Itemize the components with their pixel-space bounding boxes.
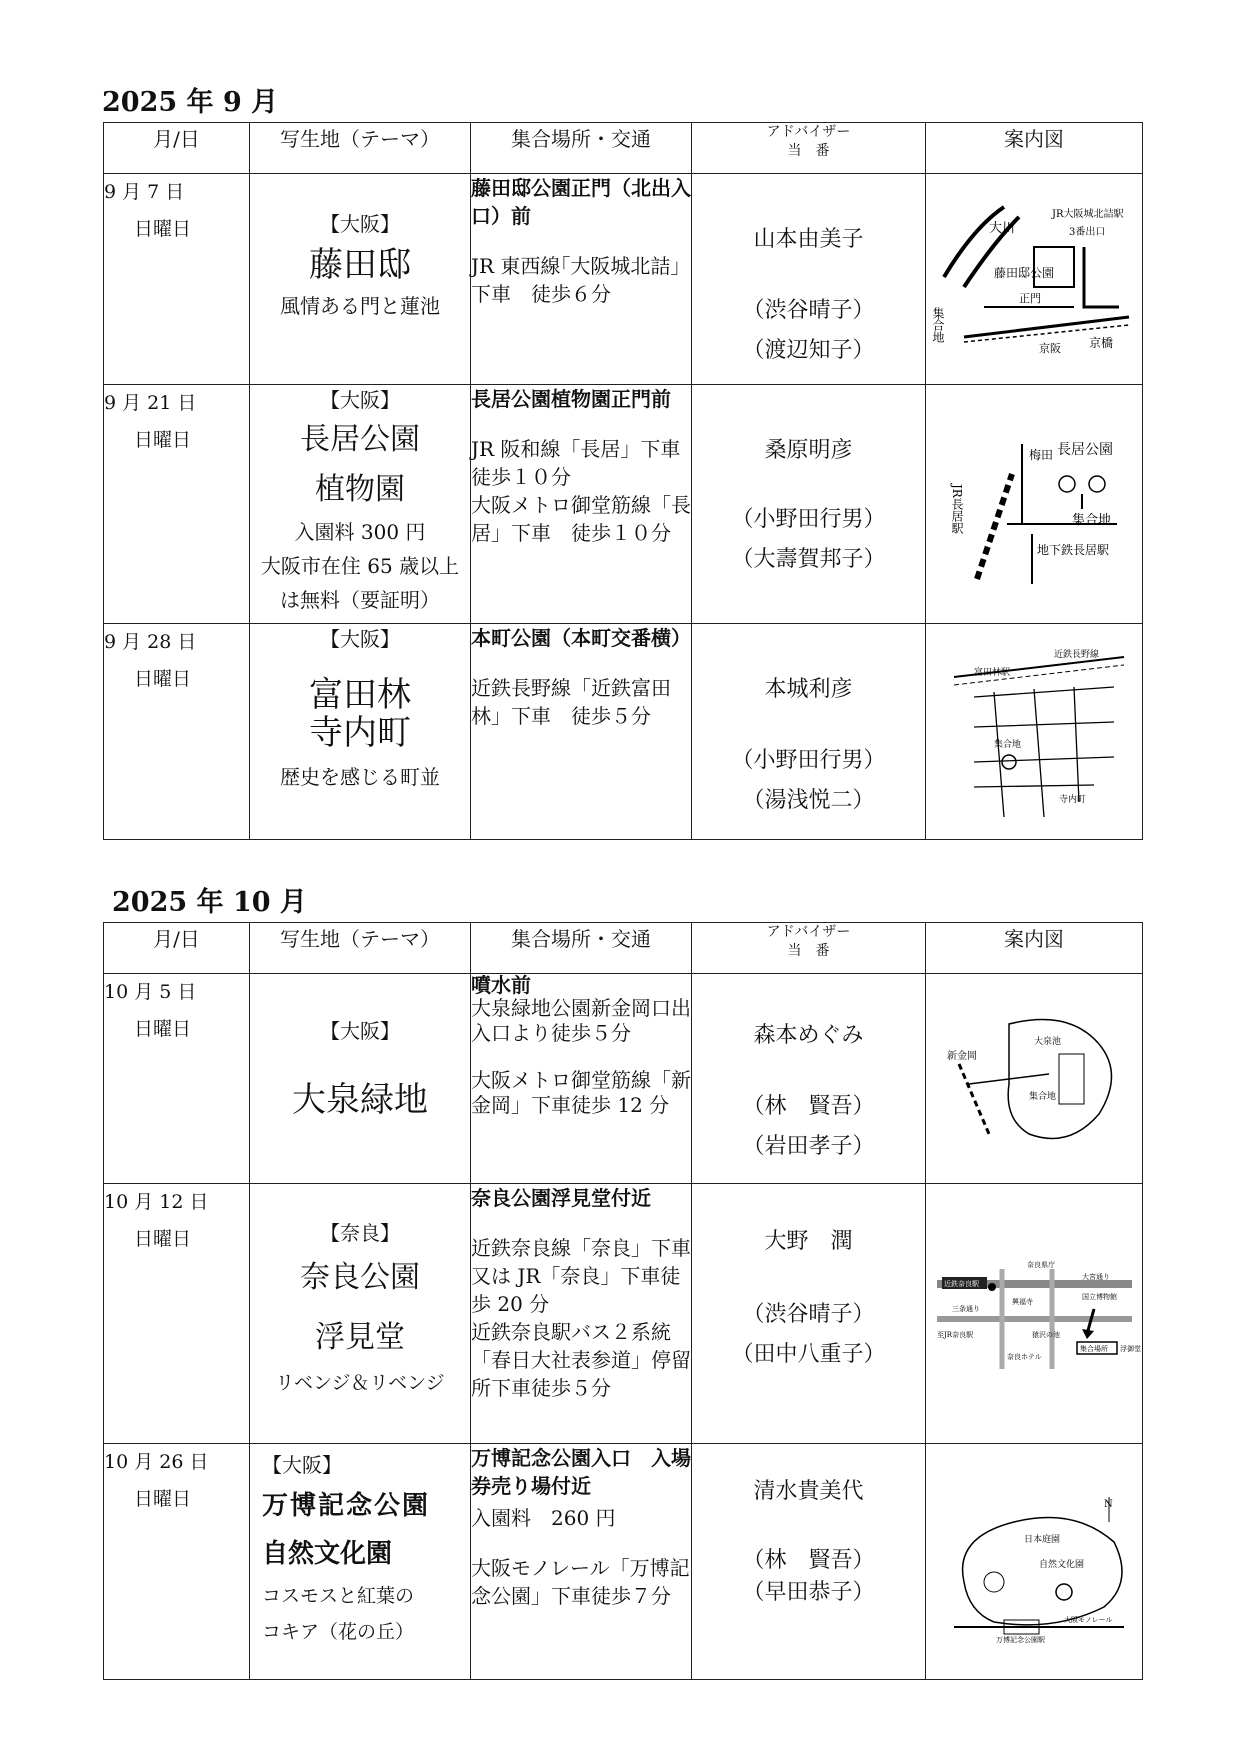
meet-cell: 奈良公園浮見堂付近 近鉄奈良線「奈良」下車又は JR「奈良」下車徒歩 20 分 近鉄奈良駅バス２系統「春日大社表参道」停留所下車徒歩５分: [471, 1184, 692, 1444]
svg-text:集合地: 集合地: [994, 739, 1022, 750]
svg-text:奈良ホテル: 奈良ホテル: [1006, 1352, 1042, 1361]
header-date: 月/日: [104, 123, 250, 174]
header-spot: 写生地（テーマ）: [250, 923, 471, 974]
meet-cell: 藤田邸公園正門（北出入口）前 JR 東西線｢大阪城北詰｣下車 徒歩６分: [471, 174, 692, 385]
schedule-table-september: [103, 122, 1143, 840]
header-advisor: アドバイザー 当 番: [692, 923, 926, 974]
meet-cell: 本町公園（本町交番横） 近鉄長野線「近鉄富田林」下車 徒歩５分: [471, 624, 692, 840]
map-cell: [926, 974, 1143, 1184]
date-cell: 10 月 26 日 日曜日: [104, 1444, 250, 1680]
svg-text:大泉池: 大泉池: [1034, 1036, 1062, 1047]
advisor-cell: 山本由美子 （渋谷晴子） （渡辺知子）: [692, 174, 926, 385]
svg-text:大宮通り: 大宮通り: [1081, 1272, 1110, 1281]
svg-text:万博記念公園駅: 万博記念公園駅: [996, 1635, 1045, 1644]
guide-map-nagai: [937, 414, 1132, 594]
advisor-cell: 清水貴美代 （林 賢吾） （早田恭子）: [692, 1444, 926, 1680]
svg-text:長居公園: 長居公園: [1056, 442, 1113, 458]
guide-map-nara: [932, 1249, 1141, 1379]
svg-text:3番出口: 3番出口: [1069, 226, 1106, 238]
spot-name: 藤田邸: [309, 245, 411, 285]
date-cell: 10 月 5 日 日曜日: [104, 974, 250, 1184]
svg-text:近鉄奈良駅: 近鉄奈良駅: [943, 1279, 979, 1288]
spot-cell: [250, 385, 471, 624]
table-row: [104, 1444, 1143, 1680]
header-map: 案内図: [926, 123, 1143, 174]
meet-cell: 噴水前 大泉緑地公園新金岡口出入口より徒歩５分 大阪メトロ御堂筋線「新金岡」下車徒歩 12 分: [471, 974, 692, 1184]
spot-note: コスモスと紅葉の: [262, 1585, 415, 1607]
header-map: 案内図: [926, 923, 1143, 974]
map-cell: [926, 385, 1143, 624]
header-meet: 集合場所・交通: [471, 123, 692, 174]
svg-text:正門: 正門: [1019, 291, 1041, 305]
advisor-cell: 大野 潤 （渋谷晴子） （田中八重子）: [692, 1184, 926, 1444]
region-label: 【大阪】: [320, 1019, 400, 1043]
svg-text:奈良県庁: 奈良県庁: [1026, 1260, 1055, 1269]
advisor-cell: 本城利彦 （小野田行男） （湯浅悦二）: [692, 624, 926, 840]
spot-note: 歴史を感じる町並: [280, 765, 440, 789]
header-advisor: アドバイザー 当 番: [692, 123, 926, 174]
spot-name-2: 自然文化園: [262, 1539, 393, 1569]
spot-cell: [250, 1444, 471, 1680]
guide-map-oizumi: [939, 1004, 1129, 1154]
svg-text:興福寺: 興福寺: [1011, 1297, 1033, 1306]
spot-cell: [250, 174, 471, 385]
header-meet: 集合場所・交通: [471, 923, 692, 974]
spot-name: 大泉緑地: [292, 1080, 428, 1120]
table-header-row: [104, 923, 1143, 974]
svg-text:集合場所: 集合場所: [1079, 1344, 1108, 1353]
date-cell: 9 月 7 日 日曜日: [104, 174, 250, 385]
svg-text:三条通り: 三条通り: [951, 1304, 980, 1313]
spot-name: 万博記念公園: [262, 1491, 431, 1521]
spot-name: 奈良公園: [300, 1260, 420, 1295]
table-row: [104, 624, 1143, 840]
svg-text:集合地: 集合地: [1029, 1091, 1057, 1102]
svg-text:寺内町: 寺内町: [1059, 794, 1087, 805]
svg-text:地下鉄長居駅: 地下鉄長居駅: [1036, 543, 1109, 557]
svg-text:京橋: 京橋: [1089, 335, 1114, 350]
region-label: 【大阪】: [320, 627, 400, 651]
region-label: 【大阪】: [320, 388, 400, 412]
table-row: [104, 1184, 1143, 1444]
spot-cell: [250, 624, 471, 840]
svg-text:集合地: 集合地: [931, 306, 945, 343]
guide-map-fujita: [931, 187, 1134, 372]
svg-text:近鉄長野線: 近鉄長野線: [1054, 649, 1100, 660]
svg-text:N: N: [1104, 1498, 1113, 1510]
svg-text:大阪モノレール: 大阪モノレール: [1064, 1615, 1113, 1624]
svg-text:至JR奈良駅: 至JR奈良駅: [936, 1330, 973, 1339]
map-cell: [926, 174, 1143, 385]
guide-map-banpaku: [934, 1482, 1134, 1642]
svg-text:猿沢の池: 猿沢の池: [1031, 1330, 1060, 1339]
spot-name-2: 浮見堂: [315, 1320, 405, 1355]
meet-cell: 長居公園植物園正門前 JR 阪和線「長居」下車徒歩１０分 大阪メトロ御堂筋線「長居」下車 徒歩１０分: [471, 385, 692, 624]
map-cell: [926, 1184, 1143, 1444]
date-cell: 10 月 12 日 日曜日: [104, 1184, 250, 1444]
section-title-september: 2025 年 9 月: [102, 87, 279, 118]
svg-text:自然文化園: 自然文化園: [1039, 1559, 1085, 1570]
table-row: [104, 974, 1143, 1184]
region-label: 【奈良】: [320, 1221, 400, 1245]
header-date: 月/日: [104, 923, 250, 974]
spot-name-2: 植物園: [315, 472, 405, 507]
advisor-cell: 桑原明彦 （小野田行男） （大壽賀邦子）: [692, 385, 926, 624]
meet-cell: 万博記念公園入口 入場券売り場付近 入園料 260 円 大阪モノレール「万博記念公園」下車徒歩７分: [471, 1444, 692, 1680]
spot-name-2: 寺内町: [309, 713, 411, 753]
svg-text:JR長居駅: JR長居駅: [949, 484, 964, 534]
advisor-cell: 森本めぐみ （林 賢吾） （岩田孝子）: [692, 974, 926, 1184]
section-title-october: 2025 年 10 月: [112, 887, 307, 918]
spot-note: 風情ある門と蓮池: [280, 294, 440, 318]
table-row: [104, 174, 1143, 385]
spot-note: 入園料 300 円: [294, 520, 426, 544]
svg-text:国立博物館: 国立博物館: [1081, 1292, 1117, 1301]
region-label: 【大阪】: [320, 212, 400, 236]
svg-text:京阪: 京阪: [1039, 341, 1061, 355]
region-label: 【大阪】: [262, 1453, 342, 1477]
svg-text:浮御堂: 浮御堂: [1119, 1344, 1141, 1353]
map-cell: [926, 624, 1143, 840]
spot-cell: [250, 1184, 471, 1444]
svg-text:藤田邸公園: 藤田邸公園: [994, 265, 1055, 280]
map-cell: [926, 1444, 1143, 1680]
spot-note-2: コキア（花の丘）: [262, 1621, 415, 1643]
table-row: [104, 385, 1143, 624]
guide-map-tondabayashi: [934, 637, 1134, 827]
date-cell: 9 月 21 日 日曜日: [104, 385, 250, 624]
svg-text:日本庭園: 日本庭園: [1024, 1534, 1061, 1545]
date-cell: 9 月 28 日 日曜日: [104, 624, 250, 840]
spot-note: リベンジ＆リベンジ: [275, 1372, 445, 1394]
spot-name: 富田林: [309, 675, 411, 715]
svg-text:JR大阪城北詰駅: JR大阪城北詰駅: [1052, 208, 1124, 220]
svg-text:新金岡: 新金岡: [947, 1050, 977, 1062]
svg-text:集合地: 集合地: [1071, 513, 1111, 528]
header-spot: 写生地（テーマ）: [250, 123, 471, 174]
svg-text:富田林駅: 富田林駅: [974, 667, 1011, 678]
table-header-row: [104, 123, 1143, 174]
svg-text:大川: 大川: [989, 220, 1016, 236]
svg-text:梅田: 梅田: [1028, 448, 1053, 462]
spot-note-2: 大阪市在住 65 歳以上は無料（要証明）: [260, 554, 460, 612]
schedule-table-october: [103, 922, 1143, 1680]
spot-cell: [250, 974, 471, 1184]
spot-name: 長居公園: [300, 422, 420, 457]
